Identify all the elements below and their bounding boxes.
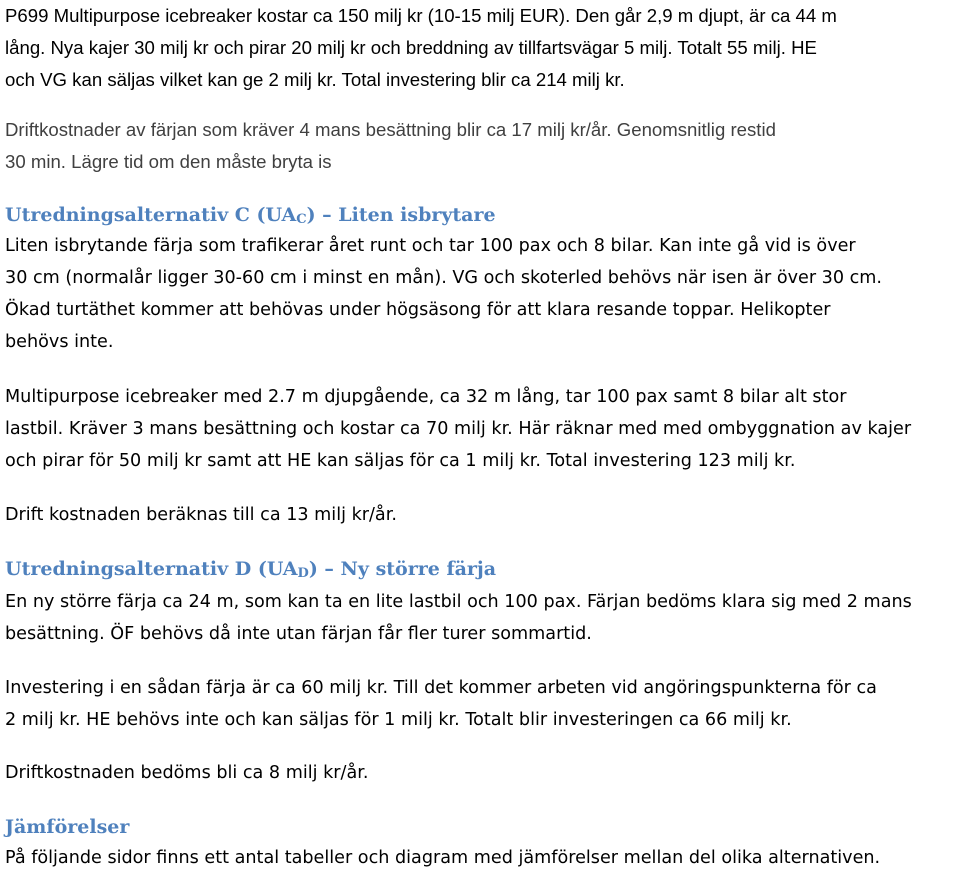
- text-line: besättning. ÖF behövs då inte utan färjan får fler turer sommartid.: [5, 624, 592, 644]
- paragraph-d-investment: [5, 672, 877, 736]
- text-line: Liten isbrytande färja som trafikerar året runt och tar 100 pax och 8 bilar. Kan inte gå vid is över: [5, 236, 856, 256]
- paragraph-c-description: [5, 230, 882, 358]
- text-line: Multipurpose icebreaker med 2.7 m djupgående, ca 32 m lång, tar 100 pax samt 8 bilar alt stor: [5, 387, 847, 407]
- heading-text: Utredningsalternativ D (UA: [5, 558, 298, 580]
- text-line: Ökad turtäthet kommer att behövas under högsäsong för att klara resande toppar. Helikopter: [5, 300, 831, 320]
- heading-text: ) – Ny större färja: [308, 558, 497, 580]
- operating-cost-paragraph: [5, 114, 776, 178]
- text-line: Driftkostnaden bedöms bli ca 8 milj kr/år.: [5, 763, 369, 783]
- text-line: och pirar för 50 milj kr samt att HE kan säljas för ca 1 milj kr. Total investering 123 milj kr.: [5, 451, 796, 471]
- heading-text: Jämförelser: [5, 816, 130, 838]
- paragraph-c-investment: [5, 381, 911, 477]
- text-line: Drift kostnaden beräknas till ca 13 milj kr/år.: [5, 505, 397, 525]
- text-line: 30 min. Lägre tid om den måste bryta is: [5, 151, 332, 172]
- text-line: 2 milj kr. HE behövs inte och kan säljas för 1 milj kr. Totalt blir investeringen ca 66 milj kr.: [5, 710, 792, 730]
- heading-text: Utredningsalternativ C (UA: [5, 204, 297, 226]
- heading-subscript: C: [296, 212, 307, 227]
- text-line: lastbil. Kräver 3 mans besättning och kostar ca 70 milj kr. Här räknar med med ombyggnation av kajer: [5, 419, 912, 439]
- paragraph-comparisons: [5, 842, 880, 874]
- paragraph-d-description: [5, 586, 912, 650]
- text-line: Driftkostnader av färjan som kräver 4 mans besättning blir ca 17 milj kr/år. Genomsnitlig restid: [5, 119, 776, 140]
- heading-alternative-d: [5, 553, 496, 590]
- text-line: P699 Multipurpose icebreaker kostar ca 150 milj kr (10-15 milj EUR). Den går 2,9 m djupt, är ca 44 m: [5, 5, 837, 26]
- heading-text: ) – Liten isbrytare: [306, 204, 496, 226]
- heading-comparisons: [5, 811, 129, 843]
- text-line: behövs inte.: [5, 332, 114, 352]
- heading-subscript: D: [297, 566, 309, 581]
- text-line: En ny större färja ca 24 m, som kan ta en lite lastbil och 100 pax. Färjan bedöms klara sig med 2 mans: [5, 592, 912, 612]
- text-line: 30 cm (normalår ligger 30-60 cm i minst en mån). VG och skoterled behövs när isen är över 30 cm.: [5, 268, 883, 288]
- paragraph-d-operating-cost: [5, 757, 368, 789]
- text-line: Investering i en sådan färja är ca 60 milj kr. Till det kommer arbeten vid angöringspunkterna för ca: [5, 678, 877, 698]
- text-line: och VG kan säljas vilket kan ge 2 milj kr. Total investering blir ca 214 milj kr.: [5, 69, 625, 90]
- text-line: lång. Nya kajer 30 milj kr och pirar 20 milj kr och breddning av tillfartsvägar 5 milj. Totalt 55 milj. HE: [5, 37, 817, 58]
- paragraph-c-operating-cost: [5, 499, 397, 531]
- text-line: På följande sidor finns ett antal tabeller och diagram med jämförelser mellan del olika alternativen.: [5, 848, 881, 868]
- intro-paragraph: [5, 0, 837, 96]
